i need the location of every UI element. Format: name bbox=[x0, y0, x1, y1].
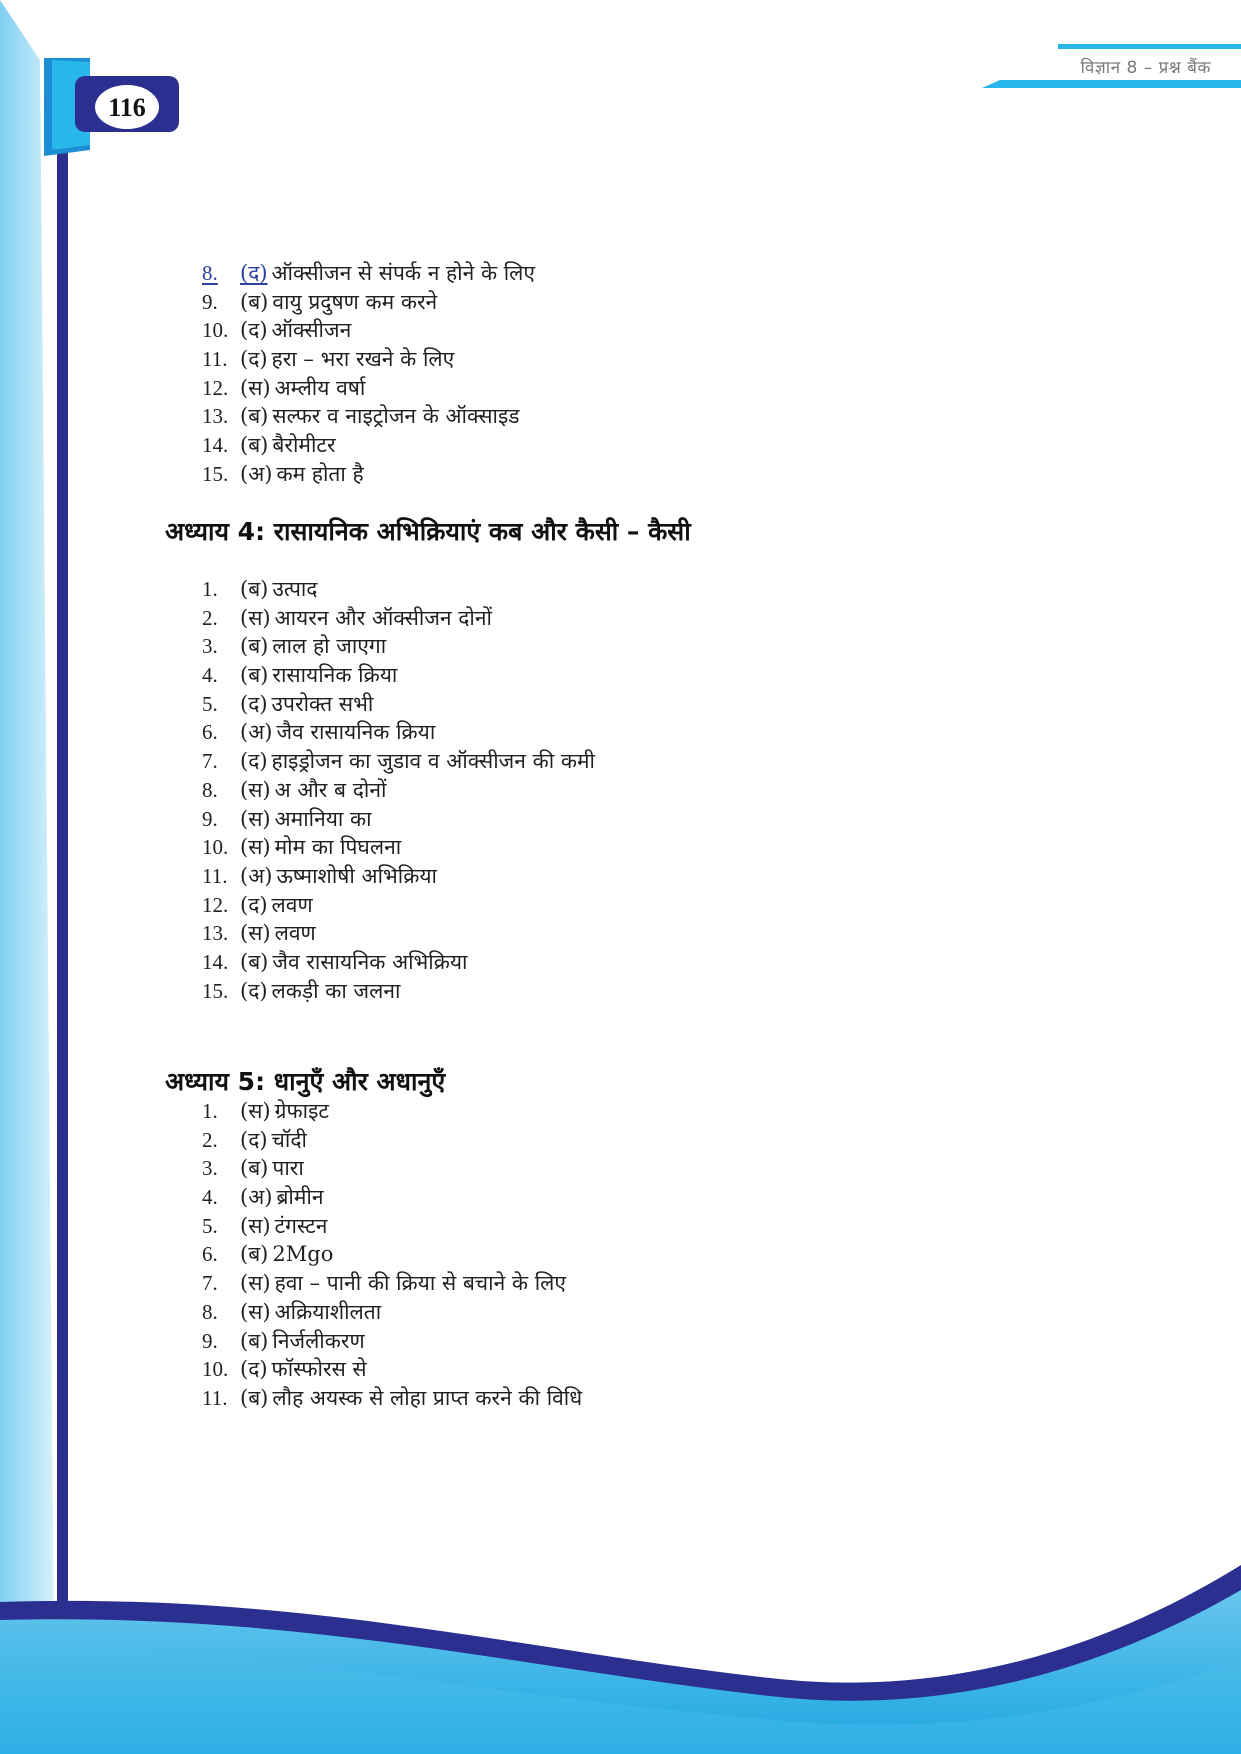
answer-option: (ब) bbox=[240, 634, 269, 659]
answer-text: ऊष्माशोषी अभिक्रिया bbox=[276, 863, 437, 888]
answer-number: 10. bbox=[202, 318, 229, 343]
answer-item bbox=[202, 977, 595, 1006]
answer-option: (स) bbox=[240, 1099, 271, 1123]
answer-option: (द) bbox=[240, 749, 268, 774]
answer-number: 5. bbox=[202, 1213, 218, 1238]
answer-text: ऑक्सीजन bbox=[271, 318, 352, 343]
answer-text-group bbox=[240, 747, 595, 776]
answer-number: 14. bbox=[202, 949, 229, 974]
answer-item bbox=[202, 1183, 582, 1212]
answer-text-group bbox=[240, 402, 520, 431]
answer-option: (स) bbox=[240, 806, 271, 831]
answer-list-previous-chapter bbox=[202, 259, 535, 489]
answer-number: 13. bbox=[202, 404, 229, 429]
answer-option: (द) bbox=[240, 978, 268, 1003]
answer-option: (ब) bbox=[240, 1385, 269, 1410]
answer-number: 12. bbox=[202, 892, 229, 917]
answer-number: 11. bbox=[202, 863, 228, 888]
answer-number: 9. bbox=[202, 289, 218, 314]
answer-item bbox=[202, 402, 535, 431]
answer-option: (ब) bbox=[240, 433, 269, 458]
answer-number: 15. bbox=[202, 461, 229, 486]
answer-text-group bbox=[240, 1183, 324, 1212]
left-band bbox=[0, 0, 55, 1754]
answer-option: (ब) bbox=[240, 1156, 269, 1181]
answer-text: हवा – पानी की क्रिया से बचाने के लिए bbox=[274, 1271, 567, 1296]
answer-text-group bbox=[240, 1384, 582, 1413]
answer-number: 6. bbox=[202, 1242, 218, 1267]
answer-number: 8. bbox=[202, 777, 218, 802]
answer-option: (स) bbox=[240, 375, 271, 400]
answer-number: 9. bbox=[202, 806, 218, 831]
answer-number: 1. bbox=[202, 1099, 218, 1123]
answer-option: (स) bbox=[240, 1213, 271, 1238]
answer-item bbox=[202, 690, 595, 719]
answer-text-group bbox=[240, 1240, 333, 1269]
answer-text: निर्जलीकरण bbox=[272, 1328, 365, 1353]
answer-option: (ब) bbox=[240, 577, 269, 601]
answer-number: 4. bbox=[202, 663, 218, 688]
answer-number: 1. bbox=[202, 577, 218, 601]
answer-text-group bbox=[240, 977, 400, 1006]
answer-item bbox=[202, 1240, 582, 1269]
left-navy-bar bbox=[57, 100, 68, 1660]
answer-text: जैव रासायनिक क्रिया bbox=[276, 720, 436, 745]
answer-item[interactable] bbox=[202, 259, 535, 288]
answer-option: (ब) bbox=[240, 1328, 269, 1353]
answer-option: (ब) bbox=[240, 289, 269, 314]
answer-text: आयरन और ऑक्सीजन दोनों bbox=[274, 605, 492, 630]
answer-text-group bbox=[240, 345, 454, 374]
answer-text: लौह अयस्क से लोहा प्राप्त करने की विधि bbox=[272, 1385, 583, 1410]
answer-number: 14. bbox=[202, 433, 229, 458]
answer-item bbox=[202, 460, 535, 489]
answer-item bbox=[202, 575, 595, 604]
answer-number: 15. bbox=[202, 978, 229, 1003]
answer-text-group bbox=[240, 1154, 304, 1183]
answer-item bbox=[202, 345, 535, 374]
answer-number: 6. bbox=[202, 720, 218, 745]
answer-text-group bbox=[240, 891, 313, 920]
answer-text-group bbox=[240, 776, 386, 805]
answer-text-group bbox=[240, 1126, 307, 1155]
answer-text-group bbox=[240, 1355, 367, 1384]
answer-text-group bbox=[240, 1269, 566, 1298]
answer-option: (द) bbox=[240, 691, 268, 716]
answer-text: बैरोमीटर bbox=[272, 433, 336, 458]
answer-option: (अ) bbox=[240, 461, 273, 486]
answer-option: (द) bbox=[240, 318, 268, 343]
answer-item bbox=[202, 1097, 582, 1126]
answer-number: 8. bbox=[202, 261, 218, 285]
answer-text-group bbox=[240, 632, 386, 661]
answer-number: 10. bbox=[202, 835, 229, 860]
answer-item bbox=[202, 661, 595, 690]
answer-number: 8. bbox=[202, 1299, 218, 1324]
answer-number: 10. bbox=[202, 1357, 229, 1382]
answer-text: ग्रेफाइट bbox=[274, 1099, 329, 1123]
answer-item bbox=[202, 1269, 582, 1298]
answer-text: लवण bbox=[274, 921, 316, 946]
answer-item bbox=[202, 833, 595, 862]
answer-option: (द) bbox=[240, 261, 268, 285]
answer-number: 11. bbox=[202, 1385, 228, 1410]
answer-text: टंगस्टन bbox=[274, 1213, 328, 1238]
answer-item bbox=[202, 288, 535, 317]
answer-item bbox=[202, 919, 595, 948]
answer-option: (स) bbox=[240, 1299, 271, 1324]
answer-text: कम होता है bbox=[276, 461, 364, 486]
answer-text: वायु प्रदुषण कम करने bbox=[272, 289, 438, 314]
answer-option: (स) bbox=[240, 605, 271, 630]
answer-item bbox=[202, 1384, 582, 1413]
answer-text-group bbox=[240, 1298, 381, 1327]
answer-text: लाल हो जाएगा bbox=[272, 634, 387, 659]
answer-item bbox=[202, 632, 595, 661]
answer-text: लकड़ी का जलना bbox=[271, 978, 401, 1003]
answer-option: (ब) bbox=[240, 1242, 269, 1267]
answer-text: ब्रोमीन bbox=[276, 1185, 324, 1210]
answer-text: उत्पाद bbox=[272, 577, 318, 601]
chapter-4-heading: अध्याय 4: रासायनिक अभिक्रियाएं कब और कैसी – कैसी bbox=[165, 517, 691, 546]
answer-text-group bbox=[240, 661, 397, 690]
answer-text-group bbox=[240, 288, 437, 317]
answer-text: चॉदी bbox=[271, 1127, 307, 1152]
answer-text-group bbox=[240, 718, 435, 747]
answer-option: (द) bbox=[240, 347, 268, 372]
answer-item bbox=[202, 776, 595, 805]
answer-number: 5. bbox=[202, 691, 218, 716]
answer-text-group bbox=[240, 862, 437, 891]
answer-text: रासायनिक क्रिया bbox=[272, 663, 398, 688]
answer-option: (अ) bbox=[240, 720, 273, 745]
answer-option: (स) bbox=[240, 1271, 271, 1296]
answer-text: जैव रासायनिक अभिक्रिया bbox=[272, 949, 468, 974]
answer-item bbox=[202, 747, 595, 776]
answer-text: अक्रियाशीलता bbox=[274, 1299, 382, 1324]
answer-item bbox=[202, 1298, 582, 1327]
answer-number: 12. bbox=[202, 375, 229, 400]
answer-text-group bbox=[240, 460, 364, 489]
answer-item bbox=[202, 1154, 582, 1183]
answer-number: 11. bbox=[202, 347, 228, 372]
answer-item bbox=[202, 1212, 582, 1241]
answer-item bbox=[202, 604, 595, 633]
answer-text: फॉस्फोरस से bbox=[271, 1357, 367, 1382]
answer-number: 7. bbox=[202, 1271, 218, 1296]
answer-list-chapter-5 bbox=[202, 1097, 582, 1413]
answer-number: 7. bbox=[202, 749, 218, 774]
answer-number: 3. bbox=[202, 634, 218, 659]
answer-option: (अ) bbox=[240, 863, 273, 888]
answer-option: (अ) bbox=[240, 1185, 273, 1210]
answer-option: (द) bbox=[240, 1127, 268, 1152]
header-line-top bbox=[1058, 44, 1241, 49]
answer-text: अमानिया का bbox=[274, 806, 372, 831]
answer-list-chapter-4 bbox=[202, 575, 595, 1005]
answer-text: उपरोक्त सभी bbox=[271, 691, 374, 716]
answer-number: 9. bbox=[202, 1328, 218, 1353]
answer-text-group bbox=[240, 374, 365, 403]
answer-text-group bbox=[240, 431, 336, 460]
answer-text-group bbox=[240, 948, 468, 977]
answer-text: सल्फर व नाइट्रोजन के ऑक्साइड bbox=[272, 404, 520, 429]
answer-option: (द) bbox=[240, 1357, 268, 1382]
answer-text: हाइड्रोजन का जुडाव व ऑक्सीजन की कमी bbox=[271, 749, 595, 774]
answer-option: (ब) bbox=[240, 949, 269, 974]
answer-text: मोम का पिघलना bbox=[274, 835, 402, 860]
header-line-bottom bbox=[982, 80, 1241, 88]
answer-text-group bbox=[240, 805, 372, 834]
answer-text-group bbox=[240, 919, 316, 948]
answer-option: (स) bbox=[240, 777, 271, 802]
answer-text-group bbox=[240, 1327, 365, 1356]
chapter-5-heading: अध्याय 5: धानुएँ और अधानुएँ bbox=[165, 1067, 446, 1096]
answer-text: ऑक्सीजन से संपर्क न होने के लिए bbox=[271, 261, 536, 285]
answer-number: 13. bbox=[202, 921, 229, 946]
answer-number: 2. bbox=[202, 605, 218, 630]
answer-item bbox=[202, 862, 595, 891]
answer-item bbox=[202, 374, 535, 403]
header-title: विज्ञान 8 – प्रश्न बैंक bbox=[1080, 58, 1211, 78]
answer-text-group bbox=[240, 604, 492, 633]
page-number: 116 bbox=[108, 93, 146, 122]
answer-item bbox=[202, 1327, 582, 1356]
answer-text: लवण bbox=[271, 892, 313, 917]
answer-number: 2. bbox=[202, 1127, 218, 1152]
answer-text-group bbox=[240, 1212, 327, 1241]
answer-text: अम्लीय वर्षा bbox=[274, 375, 366, 400]
answer-text-group bbox=[240, 833, 401, 862]
answer-option: (स) bbox=[240, 835, 271, 860]
answer-item bbox=[202, 431, 535, 460]
answer-item bbox=[202, 1126, 582, 1155]
answer-option: (स) bbox=[240, 921, 271, 946]
answer-item bbox=[202, 805, 595, 834]
answer-option: (द) bbox=[240, 892, 268, 917]
answer-item bbox=[202, 948, 595, 977]
answer-option: (ब) bbox=[240, 404, 269, 429]
answer-item bbox=[202, 316, 535, 345]
answer-text-group bbox=[240, 690, 373, 719]
answer-number: 4. bbox=[202, 1185, 218, 1210]
answer-item bbox=[202, 891, 595, 920]
answer-text-group bbox=[240, 259, 535, 288]
answer-text: पारा bbox=[272, 1156, 304, 1181]
answer-text-group bbox=[240, 575, 317, 604]
answer-option: (ब) bbox=[240, 663, 269, 688]
answer-text: अ और ब दोनों bbox=[274, 777, 387, 802]
answer-text-group bbox=[240, 316, 351, 345]
answer-text: हरा – भरा रखने के लिए bbox=[271, 347, 455, 372]
answer-number: 3. bbox=[202, 1156, 218, 1181]
answer-item bbox=[202, 718, 595, 747]
answer-item bbox=[202, 1355, 582, 1384]
answer-text: 2Mgo bbox=[272, 1242, 334, 1267]
answer-text-group bbox=[240, 1097, 329, 1126]
